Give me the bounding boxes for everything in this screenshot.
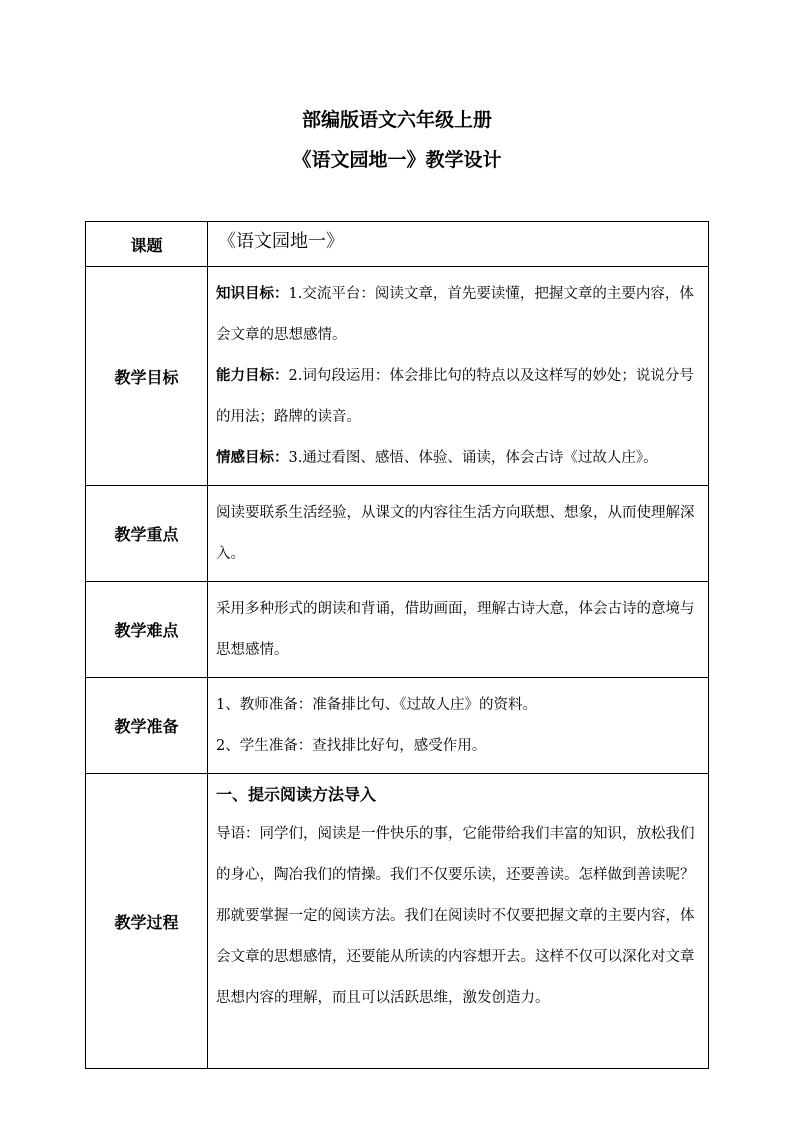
goal-knowledge-text: 1.交流平台：阅读文章，首先要读懂，把握文章的主要内容，体会文章的思想感情。: [216, 286, 694, 343]
goal-emotion-text: 3.通过看图、感悟、体验、诵读，体会古诗《过故人庄》。: [288, 450, 658, 466]
difficulty-text: 采用多种形式的朗读和背诵，借助画面，理解古诗大意，体会古诗的意境与思想感情。: [216, 601, 695, 658]
cell-topic: [208, 222, 709, 267]
prep-item-student: 2、学生准备：查找排比好句，感受作用。: [216, 738, 487, 754]
label-focus: 教学重点: [86, 486, 208, 582]
goal-emotion: [216, 438, 702, 479]
cell-prep: [208, 678, 709, 774]
cell-process: [208, 774, 709, 1069]
focus-text: 阅读要联系生活经验，从课文的内容往生活方向联想、想象，从而使理解深入。: [216, 505, 695, 562]
prep-item-teacher: 1、教师准备：准备排比句、《过故人庄》的资料。: [216, 697, 537, 713]
process-heading: 一、提示阅读方法导入: [216, 785, 377, 804]
goal-ability: [216, 356, 702, 438]
cell-goals: [208, 267, 709, 486]
cell-difficulty: [208, 582, 709, 678]
label-prep: 教学准备: [86, 678, 208, 774]
goal-ability-prefix: 能力目标：: [216, 368, 289, 384]
row-focus: [86, 486, 709, 582]
label-difficulty: 教学难点: [86, 582, 208, 678]
topic-value: 《语文园地一》: [218, 231, 344, 252]
row-prep: [86, 678, 709, 774]
doc-title-line2: 《语文园地一》教学设计: [292, 149, 502, 171]
goal-ability-text: 2.词句段运用：体会排比句的特点以及这样写的妙处；说说分号的用法；路牌的读音。: [216, 368, 694, 425]
doc-title-line1: 部编版语文六年级上册: [301, 109, 492, 131]
label-process: 教学过程: [86, 774, 208, 1069]
label-topic: 课题: [86, 222, 208, 267]
row-goals: [86, 267, 709, 486]
row-process: [86, 774, 709, 1069]
process-text: 导语：同学们，阅读是一件快乐的事，它能带给我们丰富的知识，放松我们的身心，陶冶我们的情操。我们不仅要乐读，还要善读。怎样做到善读呢？那就要掌握一定的阅读方法。我们在阅读时不仅要把握文章的主要内容，体会文章的思想感情，还要能从所读的内容想开去。这样不仅可以深化对文章思想内容的理解，而且可以活跃思维，激发创造力。: [216, 826, 695, 1006]
row-topic: [86, 222, 709, 267]
row-difficulty: [86, 582, 709, 678]
lesson-plan-table: [85, 221, 709, 1069]
cell-focus: [208, 486, 709, 582]
goal-knowledge-prefix: 知识目标：: [216, 286, 289, 302]
goal-emotion-prefix: 情感目标：: [216, 450, 289, 466]
goal-knowledge: [216, 274, 702, 356]
label-goals: 教学目标: [86, 267, 208, 486]
